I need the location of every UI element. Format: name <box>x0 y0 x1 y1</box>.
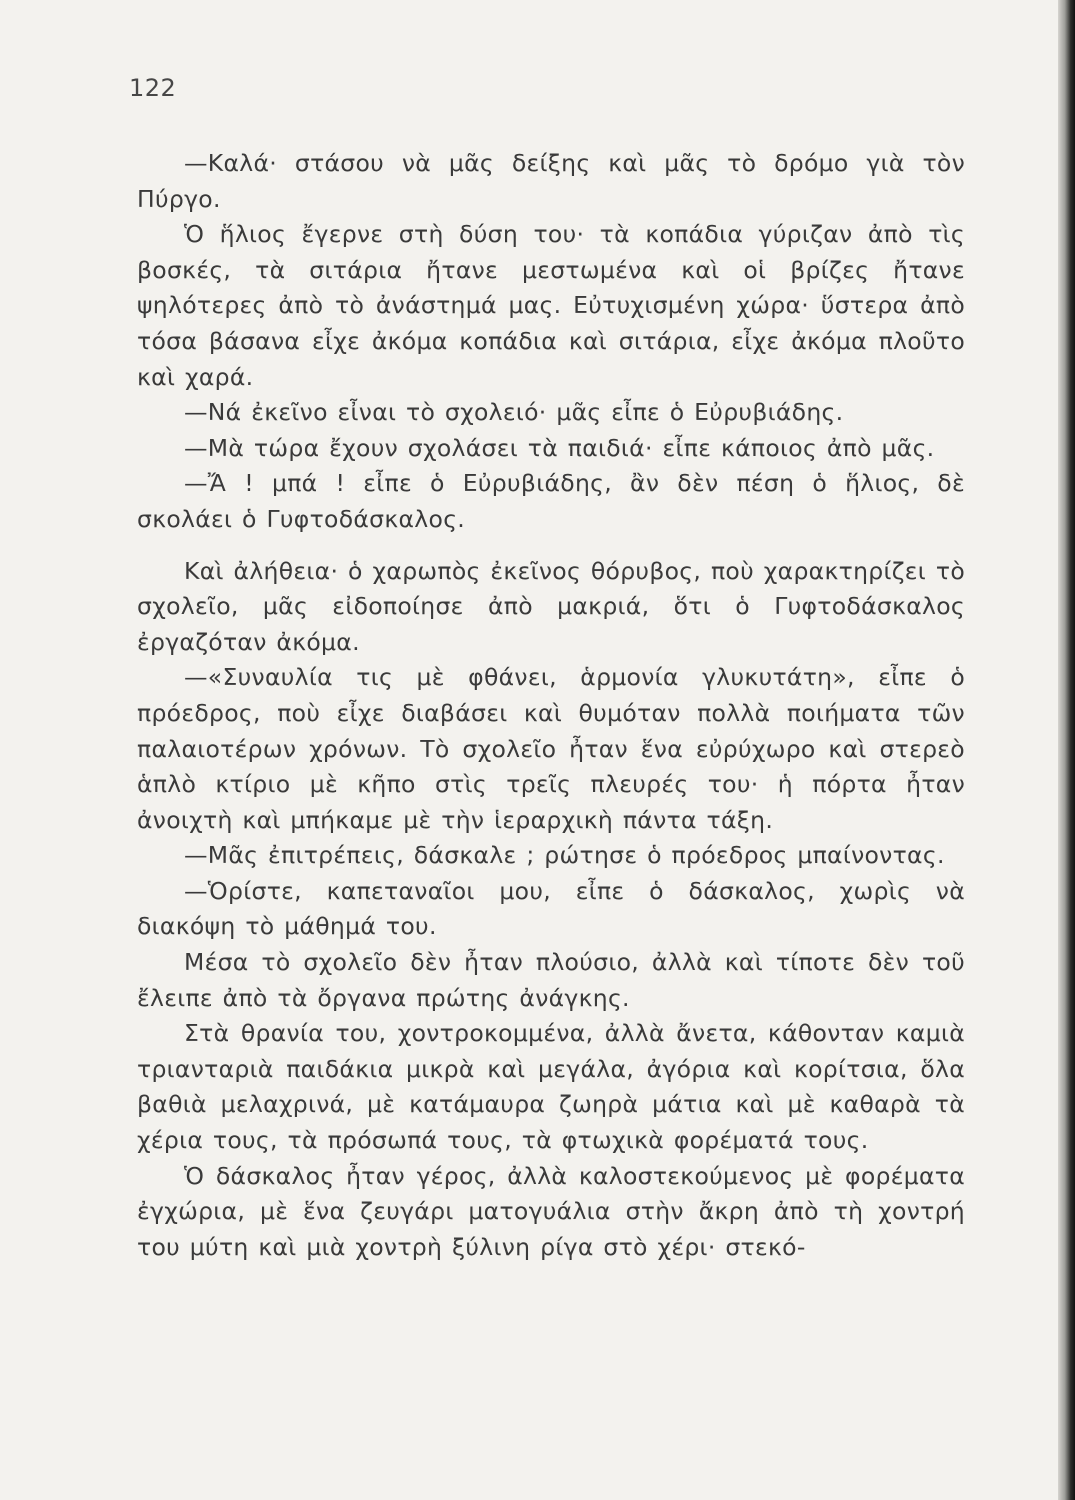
paragraph-12: Ὁ δάσκαλος ἦταν γέρος, ἀλλὰ καλοστεκούμενος μὲ φορέματα ἐγχώρια, μὲ ἕνα ζευγάρι ματογυάλια στὴν ἄκρη ἀπὸ τὴ χοντρή του μύτη καὶ μιὰ χοντρὴ ξύλινη ρίγα στὸ χέρι· στεκό- <box>137 1161 965 1261</box>
paragraph-1: —Καλά· στάσου νὰ μᾶς δείξης καὶ μᾶς τὸ δρόμο γιὰ τὸν Πύργο. <box>137 149 965 213</box>
paragraph-7: —«Συναυλία τις μὲ φθάνει, ἁρμονία γλυκυτάτη», εἶπε ὁ πρόεδρος, ποὺ εἶχε διαβάσει καὶ θυμόταν πολλὰ ποιήματα τῶν παλαιοτέρων χρόνων. Τὸ σχολεῖο ἦταν ἕνα εὐρύχωρο καὶ στερεὸ ἁπλὸ κτίριο μὲ κῆπο στὶς τρεῖς πλευρές του· ἡ πόρτα ἦταν ἀνοιχτὴ καὶ μπήκαμε μὲ τὴν ἱεραρχικὴ πάντα τάξη. <box>137 663 965 834</box>
paragraph-6: Καὶ ἀλήθεια· ὁ χαρωπὸς ἐκεῖνος θόρυβος, ποὺ χαρακτηρίζει τὸ σχολεῖο, μᾶς εἰδοποίησε ἀπὸ μακριά, ὅτι ὁ Γυφτοδάσκαλος ἐργαζόταν ἀκόμα. <box>137 556 965 656</box>
paragraph-2: Ὁ ἥλιος ἔγερνε στὴ δύση του· τὰ κοπάδια γύριζαν ἀπὸ τὶς βοσκές, τὰ σιτάρια ἤτανε μεστωμένα καὶ οἱ βρίζες ἤτανε ψηλότερες ἀπὸ τὸ ἀνάστημά μας. Εὐτυχισμένη χώρα· ὕστερα ἀπὸ τόσα βάσανα εἶχε ἀκόμα κοπάδια καὶ σιτάρια, εἶχε ἀκόμα πλοῦτο καὶ χαρά. <box>137 220 965 391</box>
page-number: 122 <box>129 74 177 102</box>
paragraph-5: —Ἄ ! μπά ! εἶπε ὁ Εὐρυβιάδης, ἂν δὲν πέση ὁ ἥλιος, δὲ σκολάει ὁ Γυφτοδάσκαλος. <box>137 469 965 533</box>
paragraph-10: Μέσα τὸ σχολεῖο δὲν ἦταν πλούσιο, ἀλλὰ καὶ τίποτε δὲν τοῦ ἔλειπε ἀπὸ τὰ ὄργανα πρώτης ἀνάγκης. <box>137 948 965 1012</box>
page-binding-edge <box>1058 0 1075 1500</box>
paragraph-3: —Νά ἐκεῖνο εἶναι τὸ σχολειό· μᾶς εἶπε ὁ Εὐρυβιάδης. <box>184 398 844 427</box>
paragraph-11: Στὰ θρανία του, χοντροκομμένα, ἀλλὰ ἄνετα, κάθονταν καμιὰ τριανταριὰ παιδάκια μικρὰ καὶ μεγάλα, ἀγόρια καὶ κορίτσια, ὅλα βαθιὰ μελαχρινά, μὲ κατάμαυρα ζωηρὰ μάτια καὶ μὲ καθαρὰ τὰ χέρια τους, τὰ πρόσωπά τους, τὰ φτωχικὰ φορέματά τους. <box>137 1019 965 1155</box>
paragraph-4: —Μὰ τώρα ἔχουν σχολάσει τὰ παιδιά· εἶπε κάποιος ἀπὸ μᾶς. <box>184 433 935 462</box>
body-text <box>137 146 965 1265</box>
paragraph-8: —Μᾶς ἐπιτρέπεις, δάσκαλε ; ρώτησε ὁ πρόεδρος μπαίνοντας. <box>184 841 945 870</box>
paragraph-9: —Ὁρίστε, καπεταναῖοι μου, εἶπε ὁ δάσκαλος, χωρὶς νὰ διακόψη τὸ μάθημά του. <box>137 876 965 941</box>
